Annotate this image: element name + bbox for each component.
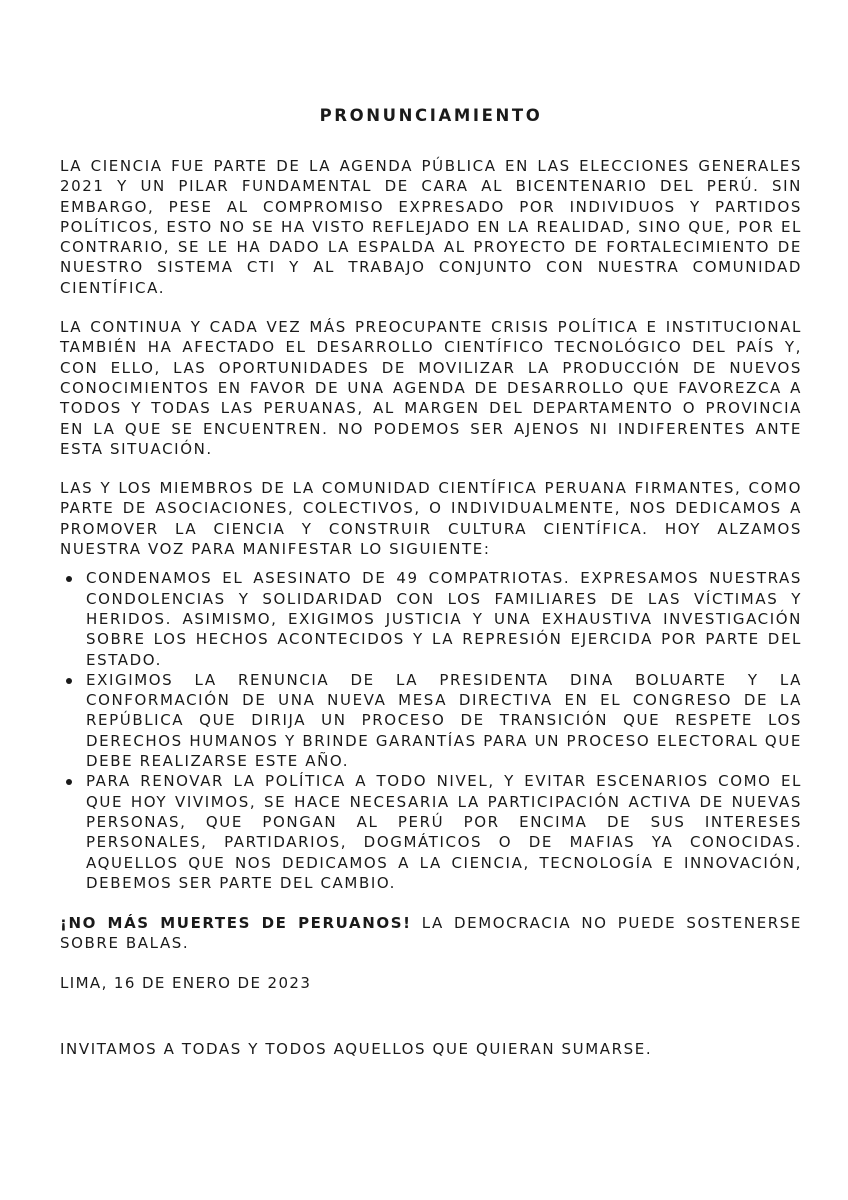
bullet-icon — [66, 779, 72, 785]
demands-list — [60, 568, 802, 893]
list-item — [60, 771, 802, 893]
list-item-text: EXIGIMOS LA RENUNCIA DE LA PRESIDENTA DINA BOLUARTE Y LA CONFORMACIÓN DE UNA NUEVA MESA DIRECTIVA EN EL CONGRESO DE LA REPÚBLICA QUE DIRIJA UN PROCESO DE TRANSICIÓN QUE RESPETE LOS DERECHOS HUMANOS Y BRINDE GARANTÍAS PARA UN PROCESO ELECTORAL QUE DEBE REALIZARSE ESTE AÑO. — [86, 670, 802, 771]
statement-page — [60, 104, 802, 1059]
list-item-text: CONDENAMOS EL ASESINATO DE 49 COMPATRIOTAS. EXPRESAMOS NUESTRAS CONDOLENCIAS Y SOLIDARIDAD CON LOS FAMILIARES DE LAS VÍCTIMAS Y HERIDOS. ASIMISMO, EXIGIMOS JUSTICIA Y UNA EXHAUSTIVA INVESTIGACIÓN SOBRE LOS HECHOS ACONTECIDOS Y LA REPRESIÓN EJERCIDA POR PARTE DEL ESTADO. — [86, 569, 802, 669]
crisis-paragraph: LA CONTINUA Y CADA VEZ MÁS PREOCUPANTE CRISIS POLÍTICA E INSTITUCIONAL TAMBIÉN HA AFECTADO EL DESARROLLO CIENTÍFICO TECNOLÓGICO DEL PAÍS Y, CON ELLO, LAS OPORTUNIDADES DE MOVILIZAR LA PRODUCCIÓN DE NUEVOS CONOCIMIENTOS EN FAVOR DE UNA AGENDA DE DESARROLLO QUE FAVOREZCA A TODOS Y TODAS LAS PERUANAS, AL MARGEN DEL DEPARTAMENTO O PROVINCIA EN LA QUE SE ENCUENTREN. NO PODEMOS SER AJENOS NI INDIFERENTES ANTE ESTA SITUACIÓN. — [60, 318, 802, 458]
bullet-icon — [66, 678, 72, 684]
list-item-text: PARA RENOVAR LA POLÍTICA A TODO NIVEL, Y EVITAR ESCENARIOS COMO EL QUE HOY VIVIMOS, SE HACE NECESARIA LA PARTICIPACIÓN ACTIVA DE NUEVAS PERSONAS, QUE PONGAN AL PERÚ POR ENCIMA DE SUS INTERESES PERSONALES, PARTIDARIOS, DOGMÁTICOS O DE MAFIAS YA CONOCIDAS. AQUELLOS QUE NOS DEDICAMOS A LA CIENCIA, TECNOLOGÍA E INNOVACIÓN, DEBEMOS SER PARTE DEL CAMBIO. — [86, 772, 802, 892]
closing-text: LA DEMOCRACIA NO PUEDE SOSTENERSE SOBRE BALAS. — [60, 914, 802, 953]
community-paragraph: LAS Y LOS MIEMBROS DE LA COMUNIDAD CIENTÍFICA PERUANA FIRMANTES, COMO PARTE DE ASOCIACIONES, COLECTIVOS, O INDIVIDUALMENTE, NOS DEDICAMOS A PROMOVER LA CIENCIA Y CONSTRUIR CULTURA CIENTÍFICA. HOY ALZAMOS NUESTRA VOZ PARA MANIFESTAR LO SIGUIENTE: — [60, 479, 802, 559]
list-item — [60, 568, 802, 669]
invitation-line: INVITAMOS A TODAS Y TODOS AQUELLOS QUE QUIERAN SUMARSE. — [60, 1039, 653, 1058]
document-title: PRONUNCIAMIENTO — [319, 106, 543, 125]
closing-bold-text: ¡NO MÁS MUERTES DE PERUANOS! — [60, 914, 412, 933]
intro-paragraph: LA CIENCIA FUE PARTE DE LA AGENDA PÚBLICA EN LAS ELECCIONES GENERALES 2021 Y UN PILAR FUNDAMENTAL DE CARA AL BICENTENARIO DEL PERÚ. SIN EMBARGO, PESE AL COMPROMISO EXPRESADO POR INDIVIDUOS Y PARTIDOS POLÍTICOS, ESTO NO SE HA VISTO REFLEJADO EN LA REALIDAD, SINO QUE, POR EL CONTRARIO, SE LE HA DADO LA ESPALDA AL PROYECTO DE FORTALECIMIENTO DE NUESTRO SISTEMA CTI Y AL TRABAJO CONJUNTO CON NUESTRA COMUNIDAD CIENTÍFICA. — [60, 157, 802, 297]
date-line: LIMA, 16 DE ENERO DE 2023 — [60, 973, 312, 992]
list-item — [60, 670, 802, 771]
bullet-icon — [66, 576, 72, 582]
closing-statement — [60, 913, 802, 954]
